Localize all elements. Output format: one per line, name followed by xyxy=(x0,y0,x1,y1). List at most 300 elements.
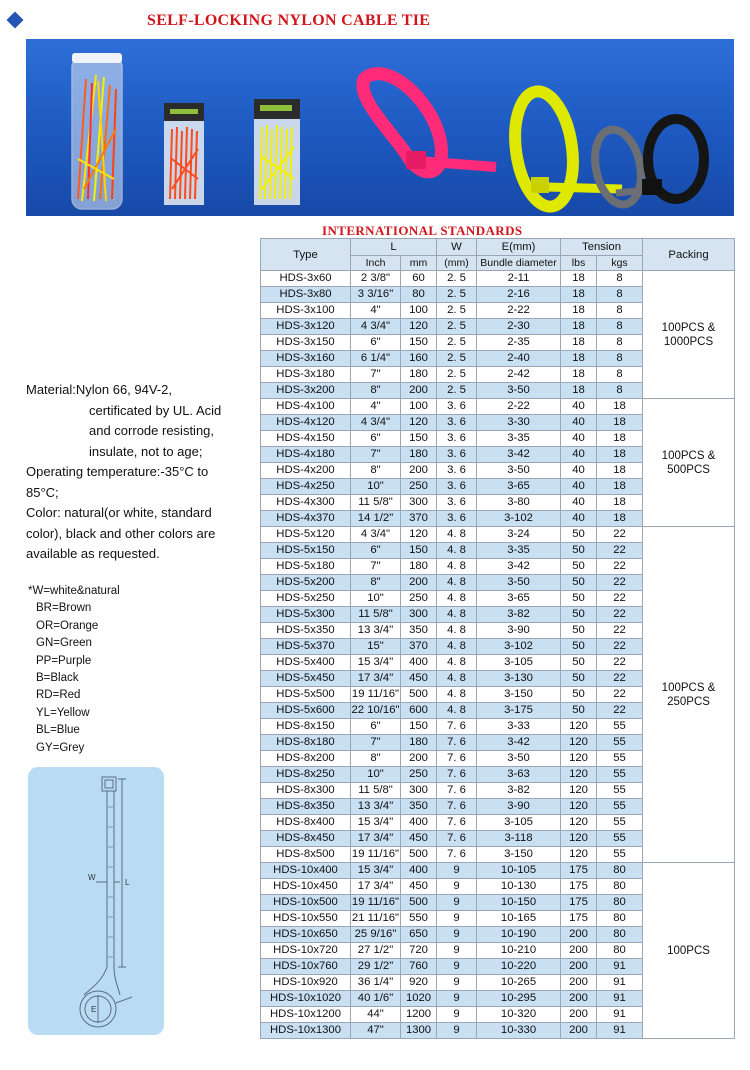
inch-cell: 14 1/2" xyxy=(351,511,401,527)
bundle-cell: 3-105 xyxy=(477,815,561,831)
width-cell: 4. 8 xyxy=(437,575,477,591)
inch-cell: 15 3/4" xyxy=(351,655,401,671)
mm-cell: 370 xyxy=(401,639,437,655)
type-cell: HDS-8x250 xyxy=(261,767,351,783)
kgs-cell: 22 xyxy=(597,655,643,671)
header-inch: Inch xyxy=(351,256,401,271)
bundle-cell: 10-165 xyxy=(477,911,561,927)
type-cell: HDS-10x400 xyxy=(261,863,351,879)
kgs-cell: 55 xyxy=(597,783,643,799)
bundle-cell: 10-150 xyxy=(477,895,561,911)
lbs-cell: 200 xyxy=(561,943,597,959)
lbs-cell: 175 xyxy=(561,911,597,927)
mm-cell: 200 xyxy=(401,383,437,399)
lbs-cell: 120 xyxy=(561,799,597,815)
width-cell: 3. 6 xyxy=(437,495,477,511)
bundle-cell: 3-33 xyxy=(477,719,561,735)
mm-cell: 180 xyxy=(401,559,437,575)
kgs-cell: 22 xyxy=(597,543,643,559)
kgs-cell: 18 xyxy=(597,495,643,511)
mm-cell: 450 xyxy=(401,879,437,895)
lbs-cell: 120 xyxy=(561,751,597,767)
width-cell: 2. 5 xyxy=(437,367,477,383)
width-cell: 3. 6 xyxy=(437,463,477,479)
kgs-cell: 22 xyxy=(597,703,643,719)
section-subtitle: INTERNATIONAL STANDARDS xyxy=(322,223,523,238)
title-diamond-icon xyxy=(7,12,24,29)
cable-tie-diagram xyxy=(28,767,164,1035)
inch-cell: 47" xyxy=(351,1023,401,1039)
inch-cell: 11 5/8" xyxy=(351,783,401,799)
color-code-item: OR=Orange xyxy=(36,619,99,632)
type-cell: HDS-3x150 xyxy=(261,335,351,351)
mm-cell: 370 xyxy=(401,511,437,527)
material-text-2: certificated by UL. Acid xyxy=(89,402,222,418)
kgs-cell: 91 xyxy=(597,975,643,991)
inch-cell: 7" xyxy=(351,735,401,751)
bundle-cell: 3-175 xyxy=(477,703,561,719)
yellow-tie-pack xyxy=(254,99,300,205)
color-code-item: GN=Green xyxy=(36,637,92,650)
width-cell: 3. 6 xyxy=(437,479,477,495)
bundle-cell: 10-130 xyxy=(477,879,561,895)
type-cell: HDS-5x370 xyxy=(261,639,351,655)
kgs-cell: 18 xyxy=(597,415,643,431)
kgs-cell: 22 xyxy=(597,559,643,575)
mm-cell: 200 xyxy=(401,575,437,591)
bundle-cell: 3-65 xyxy=(477,479,561,495)
cable-tie-drawing xyxy=(28,767,164,1035)
kgs-cell: 55 xyxy=(597,799,643,815)
page-title: SELF-LOCKING NYLON CABLE TIE xyxy=(147,12,431,29)
inch-cell: 7" xyxy=(351,447,401,463)
table-row xyxy=(261,527,735,543)
lbs-cell: 40 xyxy=(561,431,597,447)
kgs-cell: 18 xyxy=(597,479,643,495)
mm-cell: 350 xyxy=(401,799,437,815)
type-cell: HDS-10x1200 xyxy=(261,1007,351,1023)
width-cell: 9 xyxy=(437,1023,477,1039)
type-cell: HDS-10x720 xyxy=(261,943,351,959)
lbs-cell: 200 xyxy=(561,927,597,943)
width-cell: 2. 5 xyxy=(437,335,477,351)
type-cell: HDS-4x180 xyxy=(261,447,351,463)
bundle-cell: 2-42 xyxy=(477,367,561,383)
lbs-cell: 120 xyxy=(561,847,597,863)
kgs-cell: 80 xyxy=(597,927,643,943)
inch-cell: 4 3/4" xyxy=(351,527,401,543)
kgs-cell: 22 xyxy=(597,687,643,703)
width-cell: 3. 6 xyxy=(437,447,477,463)
mm-cell: 350 xyxy=(401,623,437,639)
inch-cell: 3 3/16" xyxy=(351,287,401,303)
type-cell: HDS-4x200 xyxy=(261,463,351,479)
color-code-item: BL=Blue xyxy=(36,724,80,737)
width-cell: 3. 6 xyxy=(437,431,477,447)
inch-cell: 8" xyxy=(351,575,401,591)
color-code-item: PP=Purple xyxy=(36,654,92,667)
width-cell: 4. 8 xyxy=(437,527,477,543)
inch-cell: 10" xyxy=(351,479,401,495)
mm-cell: 150 xyxy=(401,719,437,735)
mm-cell: 500 xyxy=(401,687,437,703)
inch-cell: 44" xyxy=(351,1007,401,1023)
mm-cell: 180 xyxy=(401,447,437,463)
lbs-cell: 120 xyxy=(561,719,597,735)
bundle-cell: 3-90 xyxy=(477,799,561,815)
inch-cell: 4 3/4" xyxy=(351,319,401,335)
type-cell: HDS-10x450 xyxy=(261,879,351,895)
type-cell: HDS-3x160 xyxy=(261,351,351,367)
inch-cell: 15 3/4" xyxy=(351,863,401,879)
bundle-cell: 3-35 xyxy=(477,543,561,559)
lbs-cell: 18 xyxy=(561,319,597,335)
lbs-cell: 40 xyxy=(561,447,597,463)
kgs-cell: 22 xyxy=(597,591,643,607)
bundle-cell: 3-82 xyxy=(477,607,561,623)
header-w-unit: (mm) xyxy=(437,256,477,271)
width-cell: 9 xyxy=(437,943,477,959)
kgs-cell: 55 xyxy=(597,751,643,767)
width-cell: 7. 6 xyxy=(437,719,477,735)
inch-cell: 13 3/4" xyxy=(351,623,401,639)
inch-cell: 7" xyxy=(351,367,401,383)
lbs-cell: 120 xyxy=(561,831,597,847)
mm-cell: 60 xyxy=(401,271,437,287)
type-cell: HDS-5x350 xyxy=(261,623,351,639)
orange-tie-pack xyxy=(164,103,204,205)
width-cell: 2. 5 xyxy=(437,303,477,319)
bundle-cell: 2-16 xyxy=(477,287,561,303)
inch-cell: 19 11/16" xyxy=(351,895,401,911)
bundle-cell: 3-30 xyxy=(477,415,561,431)
type-cell: HDS-3x180 xyxy=(261,367,351,383)
kgs-cell: 18 xyxy=(597,447,643,463)
width-cell: 2. 5 xyxy=(437,319,477,335)
inch-cell: 8" xyxy=(351,463,401,479)
kgs-cell: 8 xyxy=(597,303,643,319)
bundle-cell: 3-105 xyxy=(477,655,561,671)
lbs-cell: 40 xyxy=(561,415,597,431)
inch-cell: 21 11/16" xyxy=(351,911,401,927)
header-tension: Tension xyxy=(561,239,643,256)
width-cell: 9 xyxy=(437,975,477,991)
inch-cell: 6" xyxy=(351,719,401,735)
bundle-cell: 3-150 xyxy=(477,687,561,703)
type-cell: HDS-5x300 xyxy=(261,607,351,623)
kgs-cell: 22 xyxy=(597,575,643,591)
inch-cell: 13 3/4" xyxy=(351,799,401,815)
material-label: Material: xyxy=(26,382,76,397)
black-tie-loop xyxy=(642,119,704,199)
bundle-cell: 10-265 xyxy=(477,975,561,991)
lbs-cell: 50 xyxy=(561,703,597,719)
kgs-cell: 8 xyxy=(597,335,643,351)
inch-cell: 15 3/4" xyxy=(351,815,401,831)
lbs-cell: 120 xyxy=(561,815,597,831)
inch-cell: 17 3/4" xyxy=(351,879,401,895)
type-cell: HDS-8x300 xyxy=(261,783,351,799)
mm-cell: 200 xyxy=(401,463,437,479)
kgs-cell: 55 xyxy=(597,831,643,847)
lbs-cell: 40 xyxy=(561,495,597,511)
type-cell: HDS-5x250 xyxy=(261,591,351,607)
mm-cell: 150 xyxy=(401,543,437,559)
kgs-cell: 91 xyxy=(597,959,643,975)
width-cell: 4. 8 xyxy=(437,623,477,639)
bundle-cell: 3-42 xyxy=(477,559,561,575)
type-cell: HDS-5x180 xyxy=(261,559,351,575)
inch-cell: 4" xyxy=(351,399,401,415)
bundle-cell: 3-35 xyxy=(477,431,561,447)
lbs-cell: 200 xyxy=(561,1023,597,1039)
lbs-cell: 40 xyxy=(561,479,597,495)
kgs-cell: 22 xyxy=(597,607,643,623)
inch-cell: 17 3/4" xyxy=(351,671,401,687)
width-cell: 9 xyxy=(437,927,477,943)
lbs-cell: 50 xyxy=(561,591,597,607)
kgs-cell: 8 xyxy=(597,367,643,383)
bundle-cell: 10-190 xyxy=(477,927,561,943)
mm-cell: 300 xyxy=(401,783,437,799)
width-cell: 3. 6 xyxy=(437,511,477,527)
inch-cell: 36 1/4" xyxy=(351,975,401,991)
mm-cell: 400 xyxy=(401,655,437,671)
kgs-cell: 22 xyxy=(597,527,643,543)
type-cell: HDS-3x60 xyxy=(261,271,351,287)
inch-cell: 11 5/8" xyxy=(351,607,401,623)
type-cell: HDS-8x180 xyxy=(261,735,351,751)
width-cell: 4. 8 xyxy=(437,655,477,671)
lbs-cell: 18 xyxy=(561,303,597,319)
mm-cell: 150 xyxy=(401,335,437,351)
width-cell: 7. 6 xyxy=(437,847,477,863)
bundle-cell: 3-118 xyxy=(477,831,561,847)
cable-tie-jar xyxy=(72,53,122,209)
inch-cell: 8" xyxy=(351,383,401,399)
mm-cell: 760 xyxy=(401,959,437,975)
bundle-cell: 2-22 xyxy=(477,399,561,415)
width-cell: 9 xyxy=(437,911,477,927)
lbs-cell: 175 xyxy=(561,879,597,895)
type-cell: HDS-10x1300 xyxy=(261,1023,351,1039)
mm-cell: 160 xyxy=(401,351,437,367)
lbs-cell: 50 xyxy=(561,687,597,703)
width-cell: 3. 6 xyxy=(437,399,477,415)
inch-cell: 25 9/16" xyxy=(351,927,401,943)
kgs-cell: 80 xyxy=(597,943,643,959)
bundle-cell: 3-102 xyxy=(477,639,561,655)
type-cell: HDS-5x150 xyxy=(261,543,351,559)
kgs-cell: 80 xyxy=(597,879,643,895)
type-cell: HDS-5x450 xyxy=(261,671,351,687)
width-cell: 7. 6 xyxy=(437,751,477,767)
inch-cell: 10" xyxy=(351,767,401,783)
type-cell: HDS-4x120 xyxy=(261,415,351,431)
bundle-cell: 3-50 xyxy=(477,383,561,399)
kgs-cell: 80 xyxy=(597,895,643,911)
lbs-cell: 120 xyxy=(561,735,597,751)
inch-cell: 4" xyxy=(351,303,401,319)
width-cell: 2. 5 xyxy=(437,383,477,399)
lbs-cell: 50 xyxy=(561,607,597,623)
mm-cell: 1300 xyxy=(401,1023,437,1039)
bundle-cell: 2-11 xyxy=(477,271,561,287)
type-cell: HDS-8x450 xyxy=(261,831,351,847)
inch-cell: 2 3/8" xyxy=(351,271,401,287)
bundle-cell: 2-30 xyxy=(477,319,561,335)
lbs-cell: 50 xyxy=(561,639,597,655)
lbs-cell: 120 xyxy=(561,767,597,783)
inch-cell: 22 10/16" xyxy=(351,703,401,719)
inch-cell: 10" xyxy=(351,591,401,607)
lbs-cell: 18 xyxy=(561,335,597,351)
kgs-cell: 18 xyxy=(597,399,643,415)
lbs-cell: 200 xyxy=(561,975,597,991)
bundle-cell: 3-82 xyxy=(477,783,561,799)
header-e: E(mm) xyxy=(477,239,561,256)
product-info xyxy=(26,380,256,565)
mm-cell: 100 xyxy=(401,399,437,415)
width-cell: 9 xyxy=(437,879,477,895)
width-cell: 7. 6 xyxy=(437,767,477,783)
inch-cell: 6 1/4" xyxy=(351,351,401,367)
width-cell: 4. 8 xyxy=(437,559,477,575)
kgs-cell: 22 xyxy=(597,639,643,655)
width-cell: 9 xyxy=(437,991,477,1007)
product-photo xyxy=(26,39,734,216)
bundle-cell: 3-42 xyxy=(477,735,561,751)
width-cell: 9 xyxy=(437,895,477,911)
kgs-cell: 18 xyxy=(597,511,643,527)
mm-cell: 180 xyxy=(401,735,437,751)
color-code-item: BR=Brown xyxy=(36,602,92,615)
width-cell: 9 xyxy=(437,863,477,879)
type-cell: HDS-8x500 xyxy=(261,847,351,863)
material-line xyxy=(26,380,256,401)
bundle-cell: 3-65 xyxy=(477,591,561,607)
kgs-cell: 55 xyxy=(597,815,643,831)
bundle-cell: 3-80 xyxy=(477,495,561,511)
width-cell: 9 xyxy=(437,1007,477,1023)
inch-cell: 19 11/16" xyxy=(351,687,401,703)
kgs-cell: 22 xyxy=(597,671,643,687)
lbs-cell: 18 xyxy=(561,271,597,287)
spec-table-body xyxy=(261,271,735,1039)
width-cell: 4. 8 xyxy=(437,703,477,719)
width-cell: 7. 6 xyxy=(437,815,477,831)
width-cell: 7. 6 xyxy=(437,831,477,847)
width-cell: 7. 6 xyxy=(437,783,477,799)
width-cell: 7. 6 xyxy=(437,735,477,751)
width-cell: 4. 8 xyxy=(437,543,477,559)
table-row xyxy=(261,399,735,415)
inch-cell: 6" xyxy=(351,543,401,559)
inch-cell: 7" xyxy=(351,559,401,575)
packing-cell: 100PCS & 1000PCS xyxy=(643,271,735,399)
inch-cell: 6" xyxy=(351,431,401,447)
header-w: W xyxy=(437,239,477,256)
kgs-cell: 55 xyxy=(597,847,643,863)
lbs-cell: 18 xyxy=(561,383,597,399)
kgs-cell: 55 xyxy=(597,719,643,735)
inch-cell: 6" xyxy=(351,335,401,351)
header-kgs: kgs xyxy=(597,256,643,271)
header-type: Type xyxy=(261,239,351,271)
mm-cell: 600 xyxy=(401,703,437,719)
type-cell: HDS-10x650 xyxy=(261,927,351,943)
kgs-cell: 18 xyxy=(597,463,643,479)
bundle-cell: 3-50 xyxy=(477,751,561,767)
width-cell: 4. 8 xyxy=(437,671,477,687)
mm-cell: 650 xyxy=(401,927,437,943)
inch-cell: 17 3/4" xyxy=(351,831,401,847)
bundle-cell: 10-320 xyxy=(477,1007,561,1023)
width-cell: 9 xyxy=(437,959,477,975)
table-row xyxy=(261,863,735,879)
width-cell: 2. 5 xyxy=(437,287,477,303)
mm-cell: 500 xyxy=(401,895,437,911)
packing-cell: 100PCS & 500PCS xyxy=(643,399,735,527)
type-cell: HDS-8x400 xyxy=(261,815,351,831)
type-cell: HDS-5x600 xyxy=(261,703,351,719)
type-cell: HDS-8x150 xyxy=(261,719,351,735)
width-cell: 3. 6 xyxy=(437,415,477,431)
mm-cell: 400 xyxy=(401,815,437,831)
type-cell: HDS-3x100 xyxy=(261,303,351,319)
type-cell: HDS-4x300 xyxy=(261,495,351,511)
mm-cell: 400 xyxy=(401,863,437,879)
lbs-cell: 175 xyxy=(561,895,597,911)
type-cell: HDS-4x370 xyxy=(261,511,351,527)
material-text-1: Nylon 66, 94V-2, xyxy=(75,382,172,397)
width-cell: 4. 8 xyxy=(437,607,477,623)
type-cell: HDS-8x350 xyxy=(261,799,351,815)
kgs-cell: 80 xyxy=(597,911,643,927)
mm-cell: 300 xyxy=(401,495,437,511)
material-text-3: and corrode resisting, xyxy=(89,423,215,438)
type-cell: HDS-5x400 xyxy=(261,655,351,671)
lbs-cell: 18 xyxy=(561,351,597,367)
mm-cell: 150 xyxy=(401,431,437,447)
mm-cell: 720 xyxy=(401,943,437,959)
bundle-cell: 10-105 xyxy=(477,863,561,879)
lbs-cell: 50 xyxy=(561,527,597,543)
bundle-cell: 3-42 xyxy=(477,447,561,463)
diagram-label-e: E xyxy=(91,1005,97,1014)
mm-cell: 450 xyxy=(401,831,437,847)
width-cell: 2. 5 xyxy=(437,271,477,287)
diagram-label-l: L xyxy=(125,878,130,887)
lbs-cell: 50 xyxy=(561,671,597,687)
lbs-cell: 50 xyxy=(561,543,597,559)
type-cell: HDS-8x200 xyxy=(261,751,351,767)
type-cell: HDS-3x120 xyxy=(261,319,351,335)
temperature-line-2: 85°C; xyxy=(26,484,59,500)
inch-cell: 19 11/16" xyxy=(351,847,401,863)
inch-cell: 15" xyxy=(351,639,401,655)
lbs-cell: 18 xyxy=(561,287,597,303)
inch-cell: 27 1/2" xyxy=(351,943,401,959)
bundle-cell: 10-330 xyxy=(477,1023,561,1039)
mm-cell: 550 xyxy=(401,911,437,927)
bundle-cell: 10-220 xyxy=(477,959,561,975)
type-cell: HDS-5x500 xyxy=(261,687,351,703)
width-cell: 2. 5 xyxy=(437,351,477,367)
temperature-line-1: Operating temperature:-35°C to xyxy=(26,464,209,479)
bundle-cell: 3-102 xyxy=(477,511,561,527)
header-mm: mm xyxy=(401,256,437,271)
